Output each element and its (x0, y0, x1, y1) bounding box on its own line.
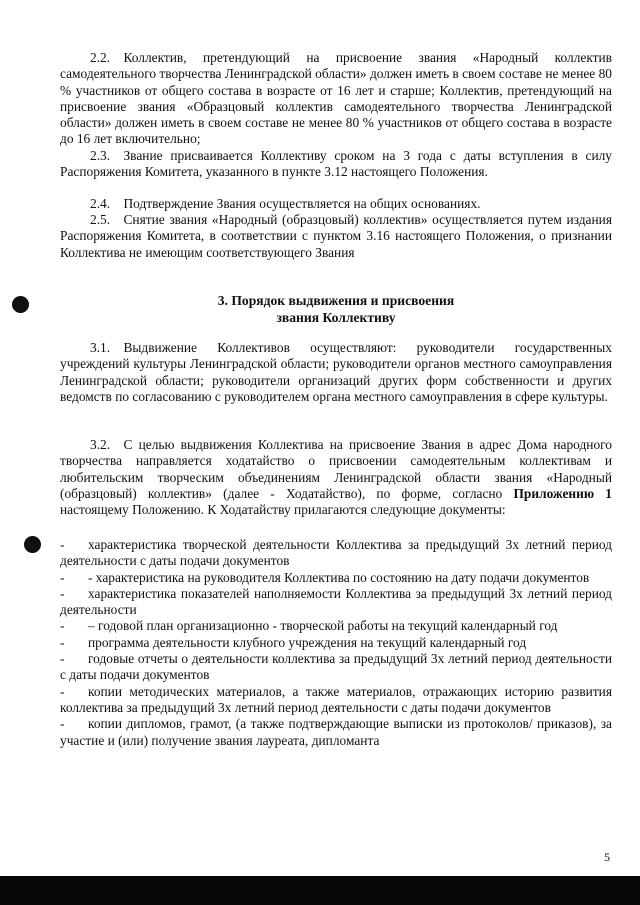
list-item-text: – годовой план организационно - творческой работы на текущий календарный год (88, 618, 558, 634)
list-bullet: - (60, 651, 65, 667)
page-number: 5 (604, 850, 610, 864)
appendix-1-reference: Приложению 1 (513, 485, 612, 501)
list-bullet: - (60, 683, 65, 699)
list-item-text: программа деятельности клубного учреждения на текущий календарный год (88, 634, 527, 650)
section-3-title-line2: звания Коллективу (276, 310, 396, 325)
list-item (60, 651, 612, 684)
list-bullet: - (60, 618, 65, 634)
list-bullet: - (60, 537, 65, 552)
paragraph-3-1-text: 3.1. Выдвижение Коллективов осуществляют: руководители государственных учреждений культуры Ленинградской области; руководители органов местного самоуправления Ленинградской области; руководители организаций других форм собственности и других ведомств по согласованию с руководителем органа местного самоуправления в сфере культуры. (60, 340, 612, 404)
list-item-text: - характеристика на руководителя Коллектива по состоянию на дату подачи документов (88, 569, 590, 585)
list-item (60, 537, 612, 570)
list-item (60, 716, 612, 749)
list-item (60, 618, 612, 634)
list-item-text: копии методических материалов, а также материалов, отражающих историю развития коллектива за предыдущий 3х летний период деятельности с даты подачи документов (60, 683, 612, 715)
scan-bottom-edge (0, 876, 640, 905)
list-item-text: характеристика показателей наполняемости Коллектива за предыдущий 3х летний период деятельности (60, 585, 612, 618)
required-documents-list (60, 537, 612, 749)
paragraph-2-3: 2.3. Звание присваивается Коллективу сроком на 3 года с даты вступления в силу Распоряжения Комитета, указанного в пункте 3.12 настоящего Положения. (60, 148, 612, 180)
paragraph-3-2 (60, 437, 612, 518)
paragraph-3-2-text-b: настоящему Положению. К Ходатайству прилагаются следующие документы: (60, 502, 506, 518)
list-bullet: - (60, 569, 65, 585)
list-bullet: - (60, 585, 65, 601)
punch-hole-mark (12, 296, 29, 313)
paragraph-2-5: 2.5. Снятие звания «Народный (образцовый) коллектив» осуществляется путем издания Распоряжения Комитета, в соответствии с пунктом 3.16 настоящего Положения, о признании Коллектива не имеющим соответствующего Звания (60, 212, 612, 260)
list-bullet: - (60, 716, 65, 732)
list-item (60, 586, 612, 619)
paragraph-3-2-text-a: 3.2. С целью выдвижения Коллектива на присвоение Звания в адрес Дома народного творчества направляется ходатайство о присвоении самодеятельным коллективам и любительским творческим объединениям Ленинградской области звания «Народный (образцовый) коллектив» (далее - Ходатайство), по форме, согласно (60, 437, 612, 501)
list-bullet: - (60, 634, 65, 650)
list-item-text: копии дипломов, грамот, (а также подтверждающие выписки из протоколов/ приказов), за участие и (или) получение звания лауреата, дипломанта (60, 716, 612, 748)
paragraph-3-1 (60, 340, 612, 405)
punch-hole-mark-2 (24, 536, 41, 553)
paragraph-2-4: 2.4. Подтверждение Звания осуществляется на общих основаниях. (90, 196, 481, 211)
paragraph-2-2: 2.2. Коллектив, претендующий на присвоение звания «Народный коллектив самодеятельного творчества Ленинградской области» должен иметь в своем составе не менее 80 % участников от общего состава в возрасте от 16 лет и старше; Коллектив, претендующий на присвоение звания «Образцовый коллектив самодеятельного творчества Ленинградской области» должен иметь в своем составе не менее 80 % участников от общего состава в возрасте до 16 лет включительно; (60, 50, 612, 147)
list-item (60, 635, 612, 651)
list-item-text: годовые отчеты о деятельности коллектива за предыдущий 3х летний период деятельности с даты подачи документов (60, 651, 612, 683)
list-item (60, 684, 612, 717)
list-item-text: характеристика творческой деятельности Коллектива за предыдущий 3х летний период деятельности с даты подачи документов (60, 537, 612, 569)
section-3-title-line1: 3. Порядок выдвижения и присвоения (217, 293, 455, 308)
list-item (60, 570, 612, 586)
